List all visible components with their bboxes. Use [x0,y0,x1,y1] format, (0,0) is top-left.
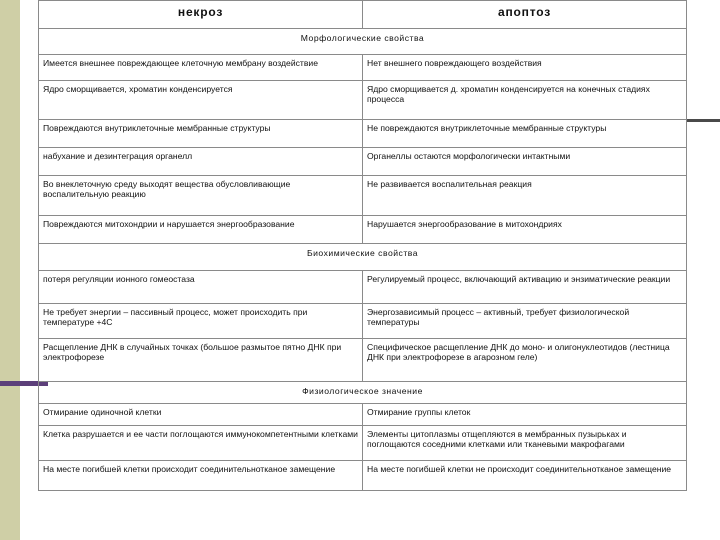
necrosis-cell: Повреждаются митохондрии и нарушается энергообразование [39,216,363,244]
apoptosis-cell: Энергозависимый процесс – активный, требует физиологической температуры [363,304,687,339]
table-row [39,81,687,120]
section-row [39,29,687,55]
table-row [39,216,687,244]
apoptosis-cell: На месте погибшей клетки не происходит соединительнотканое замещение [363,461,687,491]
table-row [39,339,687,382]
table-row [39,271,687,304]
comparison-table [38,0,687,491]
necrosis-cell: набухание и дезинтеграция органелл [39,148,363,176]
necrosis-cell: Не требует энергии – пассивный процесс, может происходить при температуре +4С [39,304,363,339]
table-row [39,176,687,216]
left-decorative-bar [0,0,20,540]
necrosis-cell: Во внеклеточную среду выходят вещества обусловливающие воспалительную реакцию [39,176,363,216]
apoptosis-cell: Отмирание группы клеток [363,404,687,426]
section-row [39,244,687,271]
header-row [39,1,687,29]
section-title-morphology: Морфологические свойства [39,29,687,55]
header-apoptosis: апоптоз [363,1,687,29]
apoptosis-cell: Не повреждаются внутриклеточные мембранные структуры [363,120,687,148]
header-necrosis: некроз [39,1,363,29]
apoptosis-cell: Элементы цитоплазмы отщепляются в мембранных пузырьках и поглощаются соседними клетками или тканевыми макрофагами [363,426,687,461]
table-row [39,55,687,81]
necrosis-cell: Ядро сморщивается, хроматин конденсируется [39,81,363,120]
necrosis-cell: Повреждаются внутриклеточные мембранные структуры [39,120,363,148]
apoptosis-cell: Ядро сморщивается д. хроматин конденсируется на конечных стадиях процесса [363,81,687,120]
section-title-biochemistry: Биохимические свойства [39,244,687,271]
apoptosis-cell: Органеллы остаются морфологически интактными [363,148,687,176]
necrosis-cell: потеря регуляции ионного гомеостаза [39,271,363,304]
table-row [39,426,687,461]
apoptosis-cell: Нарушается энергообразование в митохондриях [363,216,687,244]
table-row [39,120,687,148]
table-row [39,404,687,426]
table-row [39,461,687,491]
section-row [39,382,687,404]
necrosis-cell: Отмирание одиночной клетки [39,404,363,426]
apoptosis-cell: Нет внешнего повреждающего воздействия [363,55,687,81]
table-row [39,304,687,339]
necrosis-cell: Расщепление ДНК в случайных точках (большое размытое пятно ДНК при электрофорезе [39,339,363,382]
necrosis-cell: Клетка разрушается и ее части поглощаются иммунокомпетентными клетками [39,426,363,461]
apoptosis-cell: Не развивается воспалительная реакция [363,176,687,216]
necrosis-cell: Имеется внешнее повреждающее клеточную мембрану воздействие [39,55,363,81]
section-title-physiology: Физиологическое значение [39,382,687,404]
right-accent-stripe [686,119,720,122]
necrosis-cell: На месте погибшей клетки происходит соединительнотканое замещение [39,461,363,491]
table-row [39,148,687,176]
apoptosis-cell: Регулируемый процесс, включающий активацию и энзиматические реакции [363,271,687,304]
apoptosis-cell: Специфическое расщепление ДНК до моно- и олигонуклеотидов (лестница ДНК при электрофорезе в агарозном геле) [363,339,687,382]
